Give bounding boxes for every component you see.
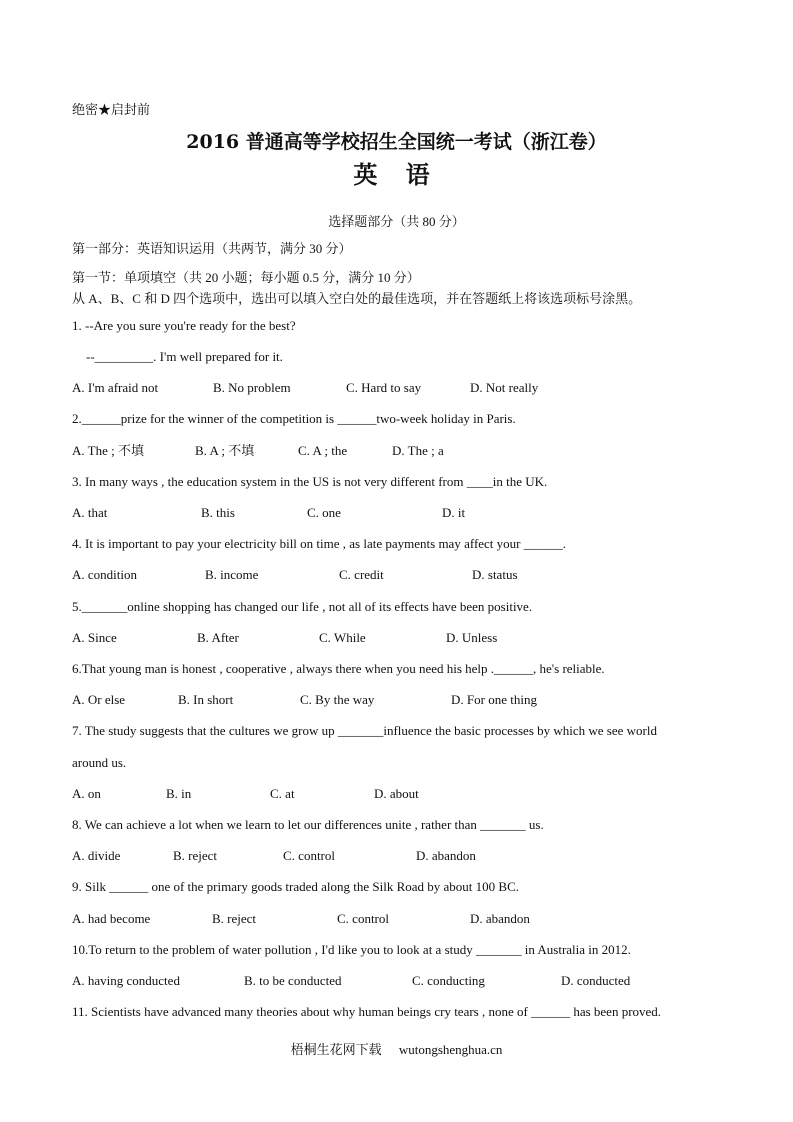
question-9-stem: 9. Silk ______ one of the primary goods traded along the Silk Road by about 100 BC.	[72, 879, 520, 894]
q10-option-d: D. conducted	[561, 973, 631, 988]
q7-option-d: D. about	[374, 786, 419, 801]
question-11-stem: 11. Scientists have advanced many theories about why human beings cry tears , none of ______ has been proved.	[72, 1004, 662, 1019]
q9-option-b: B. reject	[212, 911, 257, 926]
question-5-stem: 5._______online shopping has changed our life , not all of its effects have been positive.	[72, 599, 533, 614]
q4-option-a: A. condition	[72, 567, 137, 582]
q2-option-d: D. The ; a	[392, 443, 444, 458]
question-7-stem: 7. The study suggests that the cultures we grow up _______influence the basic processes by which we see world	[72, 723, 657, 738]
q8-option-b: B. reject	[173, 848, 218, 863]
q9-option-c: C. control	[337, 911, 389, 926]
q2-option-b: B. A ; 不填	[195, 443, 255, 458]
q8-option-d: D. abandon	[416, 848, 476, 863]
subject-title: 英 语	[353, 160, 440, 189]
q5-option-a: A. Since	[72, 630, 117, 645]
q7-option-a: A. on	[72, 786, 101, 801]
q2-option-c: C. A ; the	[298, 443, 348, 458]
q6-option-b: B. In short	[178, 692, 234, 707]
q1-option-b: B. No problem	[213, 380, 291, 395]
question-1-stem-line2: --_________. I'm well prepared for it.	[86, 349, 283, 364]
q8-option-c: C. control	[283, 848, 335, 863]
question-2-stem: 2.______prize for the winner of the competition is ______two-week holiday in Paris.	[72, 411, 516, 426]
q10-option-c: C. conducting	[412, 973, 485, 988]
q7-option-b: B. in	[166, 786, 192, 801]
question-8-stem: 8. We can achieve a lot when we learn to let our differences unite , rather than _______ us.	[72, 817, 544, 832]
question-6-stem: 6.That young man is honest , cooperative , always there when you need his help .______, he's reliable.	[72, 661, 605, 676]
secret-mark: 绝密★启封前	[72, 102, 151, 117]
q2-option-a: A. The ; 不填	[72, 443, 144, 458]
q3-option-b: B. this	[201, 505, 235, 520]
question-4-stem: 4. It is important to pay your electricity bill on time , as late payments may affect your ______.	[72, 536, 566, 551]
q5-option-c: C. While	[319, 630, 366, 645]
q4-option-c: C. credit	[339, 567, 384, 582]
q6-option-d: D. For one thing	[451, 692, 537, 707]
q9-option-d: D. abandon	[470, 911, 530, 926]
q10-option-a: A. having conducted	[72, 973, 180, 988]
instruction-text: 从 A、B、C 和 D 四个选项中，选出可以填入空白处的最佳选项，并在答题纸上将该选项标号涂黑。	[72, 291, 642, 306]
question-3-stem: 3. In many ways , the education system in the US is not very different from ____in the UK.	[72, 474, 548, 489]
q5-option-d: D. Unless	[446, 630, 498, 645]
q1-option-c: C. Hard to say	[346, 380, 422, 395]
q4-option-d: D. status	[472, 567, 518, 582]
question-7-stem-line2: around us.	[72, 755, 127, 770]
q3-option-d: D. it	[442, 505, 466, 520]
q7-option-c: C. at	[270, 786, 295, 801]
q4-option-b: B. income	[205, 567, 259, 582]
q5-option-b: B. After	[197, 630, 239, 645]
q8-option-a: A. divide	[72, 848, 121, 863]
section-heading: 选择题部分（共 80 分）	[328, 214, 465, 229]
q3-option-a: A. that	[72, 505, 108, 520]
q6-option-a: A. Or else	[72, 692, 126, 707]
footer-source: 梧桐生花网下载 wutongshenghua.cn	[290, 1042, 503, 1057]
part1-heading: 第一部分：英语知识运用（共两节，满分 30 分）	[72, 241, 352, 256]
exam-title: 2016 普通高等学校招生全国统一考试（浙江卷）	[186, 131, 607, 153]
question-10-stem: 10.To return to the problem of water pollution , I'd like you to look at a study _______ in Australia in 2012.	[72, 942, 631, 957]
question-1-stem: 1. --Are you sure you're ready for the best?	[72, 318, 296, 333]
q6-option-c: C. By the way	[300, 692, 375, 707]
q1-option-d: D. Not really	[470, 380, 539, 395]
q9-option-a: A. had become	[72, 911, 151, 926]
q3-option-c: C. one	[307, 505, 341, 520]
q10-option-b: B. to be conducted	[244, 973, 342, 988]
part1-section1-heading: 第一节：单项填空（共 20 小题；每小题 0.5 分，满分 10 分）	[72, 270, 420, 285]
q1-option-a: A. I'm afraid not	[72, 380, 159, 395]
